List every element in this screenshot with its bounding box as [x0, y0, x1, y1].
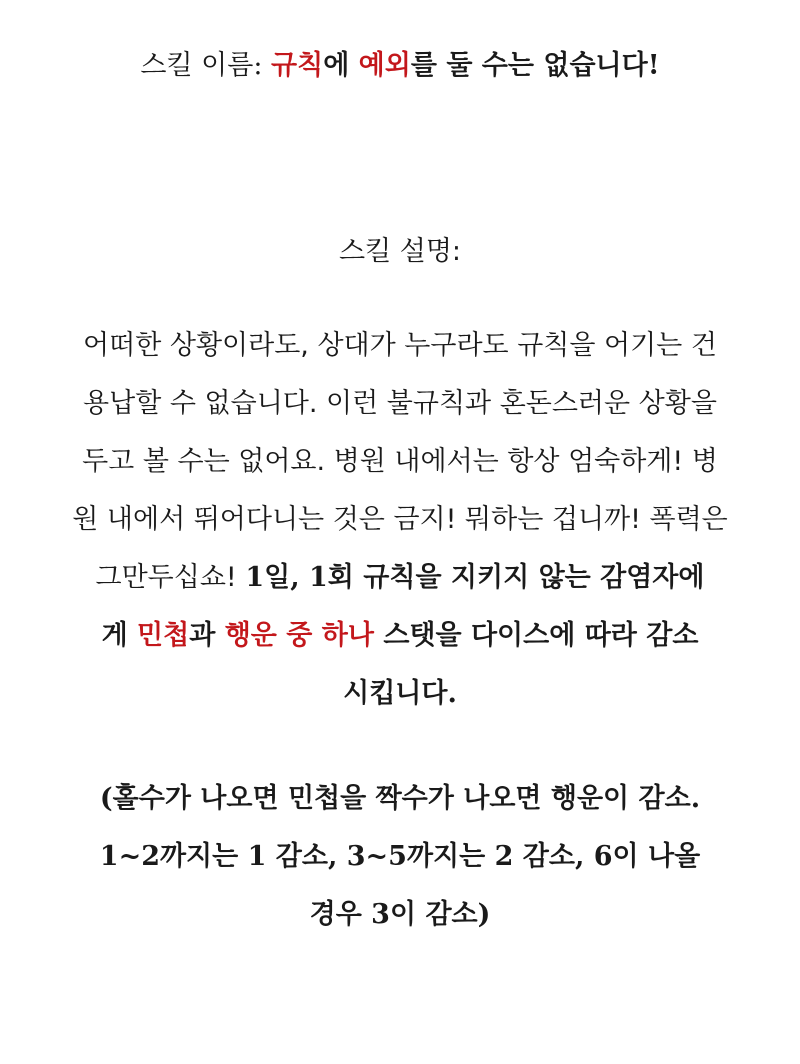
- note-line-2: 1~2까지는 1 감소, 3~5까지는 2 감소, 6이 나올: [99, 841, 701, 872]
- description-line-2: 용납할 수 없습니다. 이런 불규칙과 혼돈스러운 상황을: [83, 388, 717, 419]
- skill-name-line: [0, 46, 800, 86]
- description-line-5-start: 그만두십쇼!: [95, 562, 246, 593]
- description-line-6-mid: 과: [189, 620, 225, 651]
- skill-name-mid: 에: [323, 50, 359, 81]
- highlight-luck: 행운 중 하나: [224, 620, 374, 651]
- description-line-4: 원 내에서 뛰어다니는 것은 금지! 뭐하는 겁니까! 폭력은: [72, 504, 728, 535]
- description-line-7: 시킵니다.: [343, 678, 457, 709]
- note-line-1: (홀수가 나오면 민첩을 짝수가 나오면 행운이 감소.: [99, 783, 701, 814]
- skill-name-prefix: 스킬 이름:: [140, 50, 272, 81]
- description-line-6: [0, 616, 800, 656]
- note-line-3: 경우 3이 감소): [309, 899, 491, 930]
- highlight-agility: 민첩: [137, 620, 190, 651]
- description-line-6-suffix: 스탯을 다이스에 따라 감소: [373, 620, 699, 651]
- description-line-3: 두고 볼 수는 없어요. 병원 내에서는 항상 엄숙하게! 병: [82, 446, 718, 477]
- skill-name-suffix: 를 둘 수는 없습니다!: [410, 50, 660, 81]
- description-line-5-rule: 1일, 1회 규칙을 지키지 않는 감염자에: [245, 562, 705, 593]
- description-line-5: [0, 558, 800, 598]
- skill-description-heading: 스킬 설명:: [338, 236, 461, 267]
- highlight-exception: 예외: [358, 50, 411, 81]
- description-line-1: 어떠한 상황이라도, 상대가 누구라도 규칙을 어기는 건: [83, 330, 717, 361]
- highlight-rule: 규칙: [271, 50, 324, 81]
- description-line-6-prefix: 게: [101, 620, 138, 651]
